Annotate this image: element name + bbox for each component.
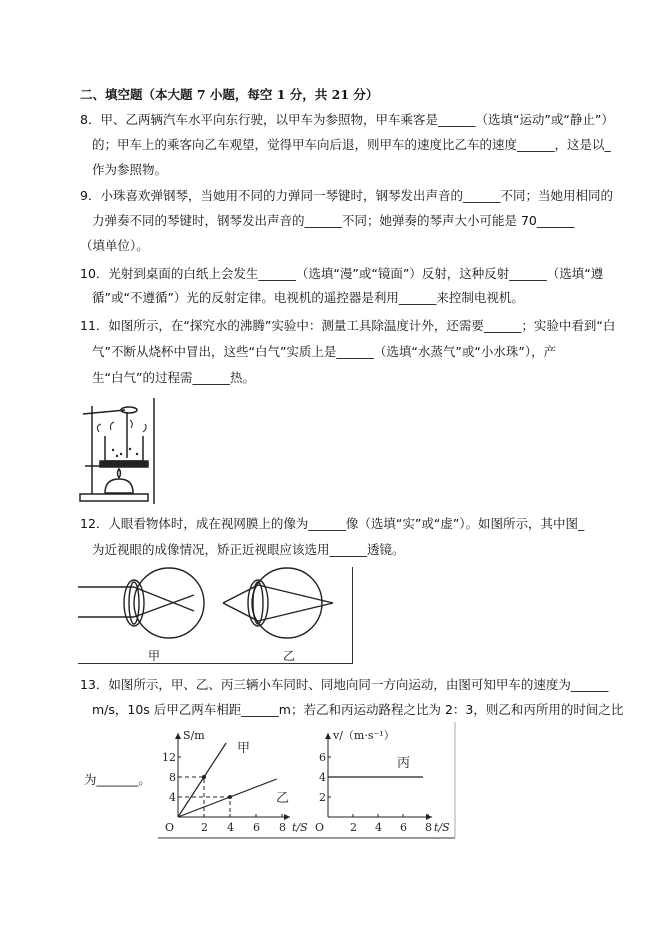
chart2-x-tick-label: 4 <box>375 821 382 834</box>
chart2-y-tick-label: 6 <box>319 751 326 764</box>
q10-line2: 循”或“不遵循”）光的反射定律。电视机的遥控器是利用______来控制电视机。 <box>92 290 524 305</box>
q8-line1: 8．甲、乙两辆汽车水平向东行驶，以甲车为参照物，甲车乘客是______（选填“运动”或“静止”） <box>80 112 614 127</box>
figure-label-jia: 甲 <box>148 649 161 663</box>
figure-label-yi: 乙 <box>283 649 296 663</box>
q9-line3: （填单位）。 <box>80 238 149 253</box>
chart2-x-tick-label: 6 <box>400 821 407 834</box>
q13-line2: m/s，10s 后甲乙两车相距______m；若乙和丙运动路程之比为 2：3，则乙和丙所用的时间之比 <box>92 702 624 717</box>
q11-line1: 11．如图所示，在“探究水的沸腾”实验中：测量工具除温度计外，还需要______；实验中看到“白 <box>80 318 616 333</box>
chart1-series-line-甲 <box>178 743 226 817</box>
chart2-x-label: t/S <box>434 821 450 834</box>
chart1-series-line-乙 <box>178 779 277 817</box>
q11-line3: 生“白气”的过程需______热。 <box>92 370 255 385</box>
q12-line1: 12．人眼看物体时，成在视网膜上的像为______像（选填“实”或“虚”）。如图所示，其中图_ <box>80 516 585 531</box>
chart1-y-tick-label: 12 <box>162 751 176 764</box>
chart2-y-tick-label: 4 <box>319 771 326 784</box>
chart1-series-label: 乙 <box>276 791 290 806</box>
chart1-x-tick-label: 8 <box>279 821 286 834</box>
chart2-y-tick-label: 2 <box>319 791 326 804</box>
chart2-series-label: 丙 <box>397 756 411 771</box>
q10-line1: 10．光射到桌面的白纸上会发生______（选填“漫”或“镜面”）反射，这种反射______（选填“遵 <box>80 266 604 281</box>
q8-line3: 作为参照物。 <box>92 162 168 177</box>
chart1-y-tick-label: 4 <box>169 791 176 804</box>
q11-line2: 气”不断从烧杯中冒出，这些“白气”实质上是______（选填“水蒸气”或“小水珠”），产 <box>92 344 557 359</box>
q9-line2: 力弹奏不同的琴键时，钢琴发出声音的______不同；她弹奏的琴声大小可能是 70______ <box>92 213 575 228</box>
chart1-x-arrow <box>284 814 290 820</box>
chart2-x-tick-label: 2 <box>350 821 357 834</box>
chart1-series-label: 甲 <box>237 741 251 756</box>
q9-line1: 9．小珠喜欢弹钢琴，当她用不同的力弹同一琴键时，钢琴发出声音的______不同；当她用相同的 <box>80 188 613 203</box>
chart2-y-label: v/（m·s⁻¹） <box>333 729 395 742</box>
chart1-y-label: S/m <box>183 729 205 742</box>
chart1-x-label: t/S <box>292 821 308 834</box>
q12-line2: 为近视眼的成像情况，矫正近视眼应该选用______透镜。 <box>92 542 405 557</box>
q13-line1: 13．如图所示，甲、乙、丙三辆小车同时、同地向同一方向运动，由图可知甲车的速度为______ <box>80 677 609 692</box>
chart1-x-tick-label: 6 <box>253 821 260 834</box>
chart2-y-arrow <box>325 733 331 739</box>
chart1-origin-label: O <box>165 821 175 834</box>
chart1-x-tick-label: 2 <box>201 821 208 834</box>
chart1-x-tick-label: 4 <box>227 821 234 834</box>
chart2-x-arrow <box>426 814 432 820</box>
section-heading: 二、填空题（本大题 7 小题，每空 1 分，共 21 分） <box>80 87 379 102</box>
chart2-x-tick-label: 8 <box>425 821 432 834</box>
chart1-y-tick-label: 8 <box>169 771 176 784</box>
chart2-origin-label: O <box>315 821 325 834</box>
chart1-y-arrow <box>175 733 181 739</box>
q8-line2: 的；甲车上的乘客向乙车观望，觉得甲车向后退，则甲车的速度比乙车的速度______，这是以_ <box>92 137 611 152</box>
q13-line3: 为______。 <box>84 773 151 787</box>
